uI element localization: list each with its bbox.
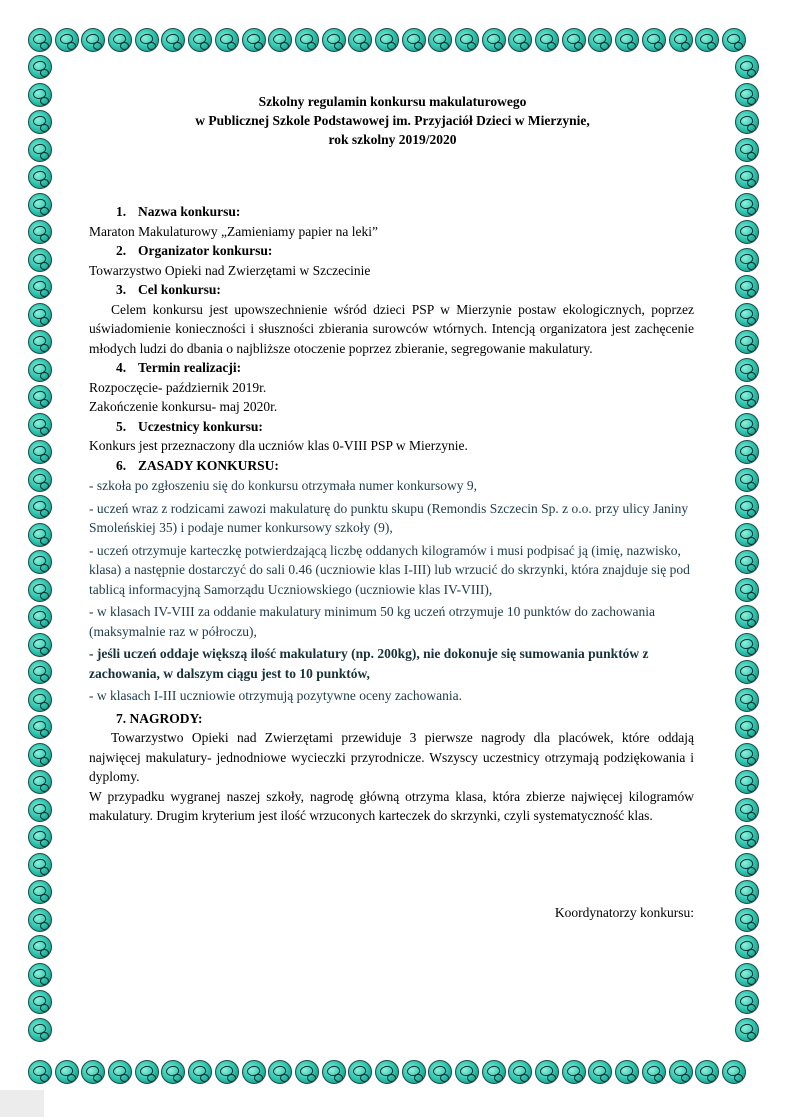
globe-icon — [28, 28, 52, 52]
globe-icon — [295, 28, 319, 52]
globe-icon — [135, 1060, 159, 1084]
globe-icon — [268, 1060, 292, 1084]
globe-icon — [735, 303, 759, 327]
globe-icon — [735, 523, 759, 547]
section-text: Towarzystwo Opieki nad Zwierzętami w Szczecinie — [89, 262, 371, 278]
globe-icon — [28, 385, 52, 409]
section-paragraph: Celem konkursu jest upowszechnienie wśród dzieci PSP w Mierzynie postaw ekologicznych, poprzez uświadomienie konieczności i słuszności zbierania surowców wtórnych. Intencją organizatora jest zachęcenie młodych ludzi do dbania o najbliższe otoczenie poprzez zbieranie, segregowanie makulatury. — [89, 301, 694, 356]
globe-icon — [562, 1060, 586, 1084]
globe-icon — [482, 1060, 506, 1084]
globe-icon — [735, 935, 759, 959]
globe-icon — [28, 715, 52, 739]
globe-icon — [242, 1060, 266, 1084]
globe-icon — [28, 578, 52, 602]
globe-icon — [482, 28, 506, 52]
prizes-paragraph: W przypadku wygranej naszej szkoły, nagrodę główną otrzyma klasa, która zbierze najwięcej kilogramów makulatury. Drugim kryterium jest ilość wrzuconych karteczek do skrzynki, czyli systematyczność klas. — [89, 788, 694, 823]
globe-icon — [735, 633, 759, 657]
globe-icon — [735, 990, 759, 1014]
globe-icon — [562, 28, 586, 52]
globe-icon — [735, 468, 759, 492]
globe-icon — [55, 1060, 79, 1084]
globe-icon — [735, 495, 759, 519]
globe-icon — [28, 550, 52, 574]
globe-icon — [28, 440, 52, 464]
globe-icon — [108, 1060, 132, 1084]
globe-icon — [28, 825, 52, 849]
globe-icon — [28, 853, 52, 877]
globe-icon — [322, 28, 346, 52]
globe-icon — [268, 28, 292, 52]
globe-icon — [735, 275, 759, 299]
globe-icon — [735, 825, 759, 849]
globe-icon — [28, 688, 52, 712]
section-heading-name: 1. Nazwa konkursu: — [116, 204, 241, 219]
globe-icon — [188, 28, 212, 52]
globe-icon — [295, 1060, 319, 1084]
globe-icon — [695, 28, 719, 52]
globe-icon — [535, 1060, 559, 1084]
globe-icon — [28, 413, 52, 437]
section-text: Rozpoczęcie- październik 2019r. — [89, 379, 267, 395]
globe-icon — [28, 193, 52, 217]
globe-icon — [735, 853, 759, 877]
globe-icon — [588, 28, 612, 52]
globe-icon — [28, 165, 52, 189]
globe-icon — [735, 963, 759, 987]
section-text: Konkurs jest przeznaczony dla uczniów klas 0-VIII PSP w Mierzynie. — [89, 438, 468, 453]
globe-icon — [28, 990, 52, 1014]
globe-icon — [81, 1060, 105, 1084]
globe-icon — [28, 1060, 52, 1084]
globe-icon — [735, 248, 759, 272]
globe-icon — [28, 660, 52, 684]
globe-icon — [348, 1060, 372, 1084]
globe-icon — [735, 385, 759, 409]
globe-icon — [535, 28, 559, 52]
globe-icon — [735, 165, 759, 189]
globe-icon — [735, 908, 759, 932]
globe-border-left — [28, 55, 52, 1042]
regulations-body — [89, 202, 694, 826]
globe-icon — [735, 605, 759, 629]
section-heading-prizes: 7. NAGRODY: — [116, 710, 203, 726]
globe-icon — [28, 330, 52, 354]
globe-icon — [215, 1060, 239, 1084]
globe-icon — [735, 220, 759, 244]
rule-item: - w klasach IV-VIII za oddanie makulatury minimum 50 kg uczeń otrzymuje 10 punktów do zachowania (maksymalnie raz w półroczu), — [89, 604, 655, 639]
globe-icon — [588, 1060, 612, 1084]
globe-icon — [28, 495, 52, 519]
globe-icon — [455, 28, 479, 52]
title-line: Szkolny regulamin konkursu makulaturowego — [258, 94, 527, 109]
globe-icon — [722, 1060, 746, 1084]
globe-icon — [428, 1060, 452, 1084]
globe-icon — [669, 28, 693, 52]
globe-icon — [28, 220, 52, 244]
globe-icon — [28, 908, 52, 932]
globe-icon — [55, 28, 79, 52]
globe-icon — [28, 275, 52, 299]
globe-icon — [735, 358, 759, 382]
globe-icon — [188, 1060, 212, 1084]
globe-icon — [242, 28, 266, 52]
globe-icon — [735, 1018, 759, 1042]
title-line: w Publicznej Szkole Podstawowej im. Przyjaciół Dzieci w Mierzynie, — [195, 113, 590, 128]
prizes-paragraph: Towarzystwo Opieki nad Zwierzętami przewiduje 3 pierwsze nagrody dla placówek, które oddają najwięcej makulatury- jednodniowe wycieczki przyrodnicze. Wszyscy uczestnicy otrzymają podziękowania i dyplomy. — [89, 730, 694, 784]
globe-icon — [348, 28, 372, 52]
globe-icon — [28, 605, 52, 629]
globe-icon — [735, 688, 759, 712]
globe-icon — [28, 358, 52, 382]
globe-icon — [615, 28, 639, 52]
globe-icon — [735, 55, 759, 79]
rule-item-bold: - jeśli uczeń oddaje większą ilość makulatury (np. 200kg), nie dokonuje się sumowania punktów z zachowania, w dalszym ciągu jest to 10 punktów, — [89, 646, 649, 681]
globe-border-right — [735, 55, 759, 1042]
globe-icon — [735, 578, 759, 602]
globe-icon — [108, 28, 132, 52]
section-text: Zakończenie konkursu- maj 2020r. — [89, 399, 278, 414]
globe-icon — [615, 1060, 639, 1084]
globe-icon — [642, 28, 666, 52]
section-heading-dates: 4. Termin realizacji: — [116, 360, 242, 375]
globe-icon — [508, 1060, 532, 1084]
globe-icon — [508, 28, 532, 52]
globe-icon — [28, 743, 52, 767]
signature-line: Koordynatorzy konkursu: — [554, 905, 694, 920]
globe-icon — [428, 28, 452, 52]
section-heading-goal: 3. Cel konkursu: — [116, 282, 221, 297]
globe-icon — [28, 55, 52, 79]
globe-icon — [28, 303, 52, 327]
section-heading-organizer: 2. Organizator konkursu: — [116, 243, 273, 258]
globe-icon — [215, 28, 239, 52]
globe-icon — [735, 880, 759, 904]
globe-icon — [735, 550, 759, 574]
globe-border-bottom — [28, 1060, 746, 1084]
globe-icon — [735, 770, 759, 794]
globe-icon — [455, 1060, 479, 1084]
globe-icon — [161, 28, 185, 52]
globe-icon — [28, 880, 52, 904]
rule-item: - uczeń otrzymuje karteczkę potwierdzającą liczbę oddanych kilogramów i musi podpisać ją (imię, nazwisko, klasa) a następnie dostarczyć do sali 0.46 (uczniowie klas I-III) lub wrzucić do skrzynki, która znajduje się pod tablicą informacyjną Samorządu Uczniowskiego (uczniowie klas IV-VIII), — [89, 542, 690, 597]
globe-icon — [735, 715, 759, 739]
globe-icon — [735, 660, 759, 684]
section-text: Maraton Makulaturowy „Zamieniamy papier na leki” — [89, 223, 379, 239]
globe-icon — [28, 523, 52, 547]
globe-icon — [642, 1060, 666, 1084]
globe-icon — [375, 1060, 399, 1084]
globe-icon — [402, 28, 426, 52]
globe-icon — [28, 248, 52, 272]
rule-item: - uczeń wraz z rodzicami zawozi makulaturę do punktu skupu (Remondis Szczecin Sp. z o.o. przy ulicy Janiny Smoleńskiej 35) i podaje numer konkursowy szkoły (9), — [89, 500, 689, 535]
globe-icon — [695, 1060, 719, 1084]
globe-icon — [28, 935, 52, 959]
globe-icon — [735, 743, 759, 767]
document-title — [0, 92, 785, 149]
globe-icon — [28, 468, 52, 492]
globe-icon — [735, 440, 759, 464]
globe-border-top — [28, 28, 746, 52]
rule-item: - szkoła po zgłoszeniu się do konkursu otrzymała numer konkursowy 9, — [89, 478, 478, 493]
title-line: rok szkolny 2019/2020 — [328, 132, 457, 147]
globe-icon — [722, 28, 746, 52]
globe-icon — [161, 1060, 185, 1084]
globe-icon — [28, 963, 52, 987]
globe-icon — [28, 1018, 52, 1042]
globe-icon — [28, 798, 52, 822]
globe-icon — [735, 798, 759, 822]
section-heading-rules: 6. ZASADY KONKURSU: — [116, 457, 279, 473]
globe-icon — [135, 28, 159, 52]
globe-icon — [81, 28, 105, 52]
globe-icon — [28, 633, 52, 657]
globe-icon — [375, 28, 399, 52]
section-heading-participants: 5. Uczestnicy konkursu: — [116, 418, 263, 434]
globe-icon — [669, 1060, 693, 1084]
globe-icon — [735, 413, 759, 437]
globe-icon — [735, 330, 759, 354]
globe-icon — [735, 193, 759, 217]
page-corner-shade — [0, 1090, 44, 1117]
globe-icon — [322, 1060, 346, 1084]
globe-icon — [28, 770, 52, 794]
globe-icon — [402, 1060, 426, 1084]
rule-item: - w klasach I-III uczniowie otrzymują pozytywne oceny zachowania. — [89, 688, 462, 703]
